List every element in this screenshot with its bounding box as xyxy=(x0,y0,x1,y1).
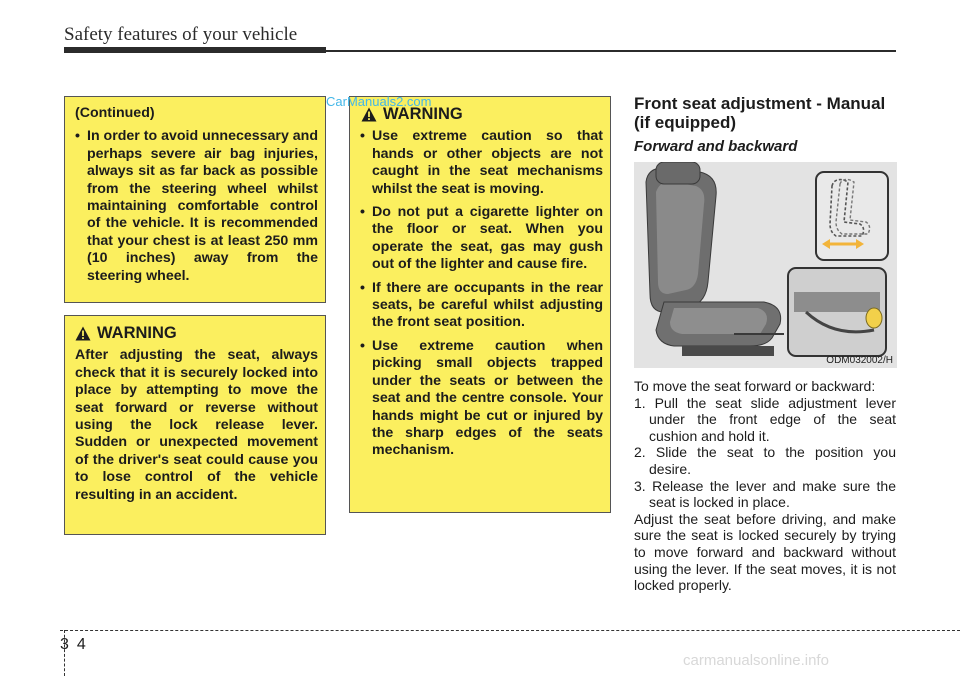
warning-triangle-icon xyxy=(75,326,91,341)
closing-paragraph: Adjust the seat before driving, and make sure the seat is locked securely by trying to move forward and backward without using the lever. If the seat moves, it is not locked properly. xyxy=(634,510,896,594)
bullet-item xyxy=(75,128,318,285)
header-rule xyxy=(64,47,326,53)
bullet-item xyxy=(360,128,603,198)
footer-watermark: carmanualsonline.info xyxy=(683,652,829,669)
bullet-item xyxy=(360,338,603,460)
warning-header xyxy=(75,325,318,342)
page-index: 4 xyxy=(76,636,86,653)
section-subheading: Forward and backward xyxy=(634,138,798,155)
bullet-text: Use extreme caution so that hands or other objects are not caught in the seat mechanisms whilst the seat is moving. xyxy=(372,128,603,197)
instruction-text xyxy=(634,378,896,594)
warning-box-seat-lock xyxy=(64,315,326,535)
bullet-dot: • xyxy=(360,204,365,221)
step-item: 3. Release the lever and make sure the seat is locked in place. xyxy=(634,477,896,511)
continued-box xyxy=(64,96,326,303)
bullet-text: Use extreme caution when picking small objects trapped under the seats or between the seat and the centre console. Your hands might be cut or injured by the sharp edges of the seats mechanism. xyxy=(372,337,603,459)
step-item: 2. Slide the seat to the position you desire. xyxy=(634,444,896,477)
figure-code: ODM032002/H xyxy=(826,355,893,366)
warning-text: After adjusting the seat, always check that it is securely locked into place by attempting to move the seat forward or reverse without using the lock release lever. Sudden or unexpected movement of the driver's seat could cause you to lose control of the vehicle resulting in an accident. xyxy=(75,347,318,503)
seat-adjustment-figure xyxy=(634,162,897,368)
warning-title: WARNING xyxy=(383,105,463,123)
bullet-item xyxy=(360,280,603,332)
bullet-dot: • xyxy=(360,337,365,354)
bullet-dot: • xyxy=(360,128,365,145)
bullet-text: In order to avoid unnecessary and perhaps severe air bag injuries, always sit as far back as possible from the steering wheel whilst maintaining comfortable control of the vehicle. It is recommended that your chest is at least 250 mm (10 inches) away from the steering wheel. xyxy=(87,128,319,284)
continued-label: (Continued) xyxy=(75,105,155,121)
page-number xyxy=(60,636,94,654)
watermark-link[interactable]: CarManuals2.com xyxy=(326,94,432,109)
bullet-dot: • xyxy=(360,279,365,296)
bullet-text: Do not put a cigarette lighter on the floor or seat. When you operate the seat, gas may gush out of the lighter and cause fire. xyxy=(372,204,603,273)
warning-box-mechanism xyxy=(349,96,611,513)
warning-title: WARNING xyxy=(97,324,177,342)
section-heading: Front seat adjustment - Manual (if equipped) xyxy=(634,94,886,132)
header-rule-thin xyxy=(326,50,896,52)
bullet-item xyxy=(360,204,603,274)
continued-bullet-list xyxy=(75,128,318,285)
intro-paragraph: To move the seat forward or backward: xyxy=(634,378,876,394)
warning-bullet-list xyxy=(360,128,603,459)
bullet-dot: • xyxy=(75,128,80,145)
chapter-number: 3 xyxy=(60,636,69,653)
step-item: 1. Pull the seat slide adjustment lever under the front edge of the seat cushion and hold it. xyxy=(634,394,896,444)
page-header-title: Safety features of your vehicle xyxy=(64,24,298,45)
seat-illustration xyxy=(634,162,897,368)
footer-dashed-rule xyxy=(60,630,960,631)
warning-triangle-icon xyxy=(361,107,377,122)
bullet-text: If there are occupants in the rear seats, be careful whilst adjusting the front seat position. xyxy=(372,279,603,331)
